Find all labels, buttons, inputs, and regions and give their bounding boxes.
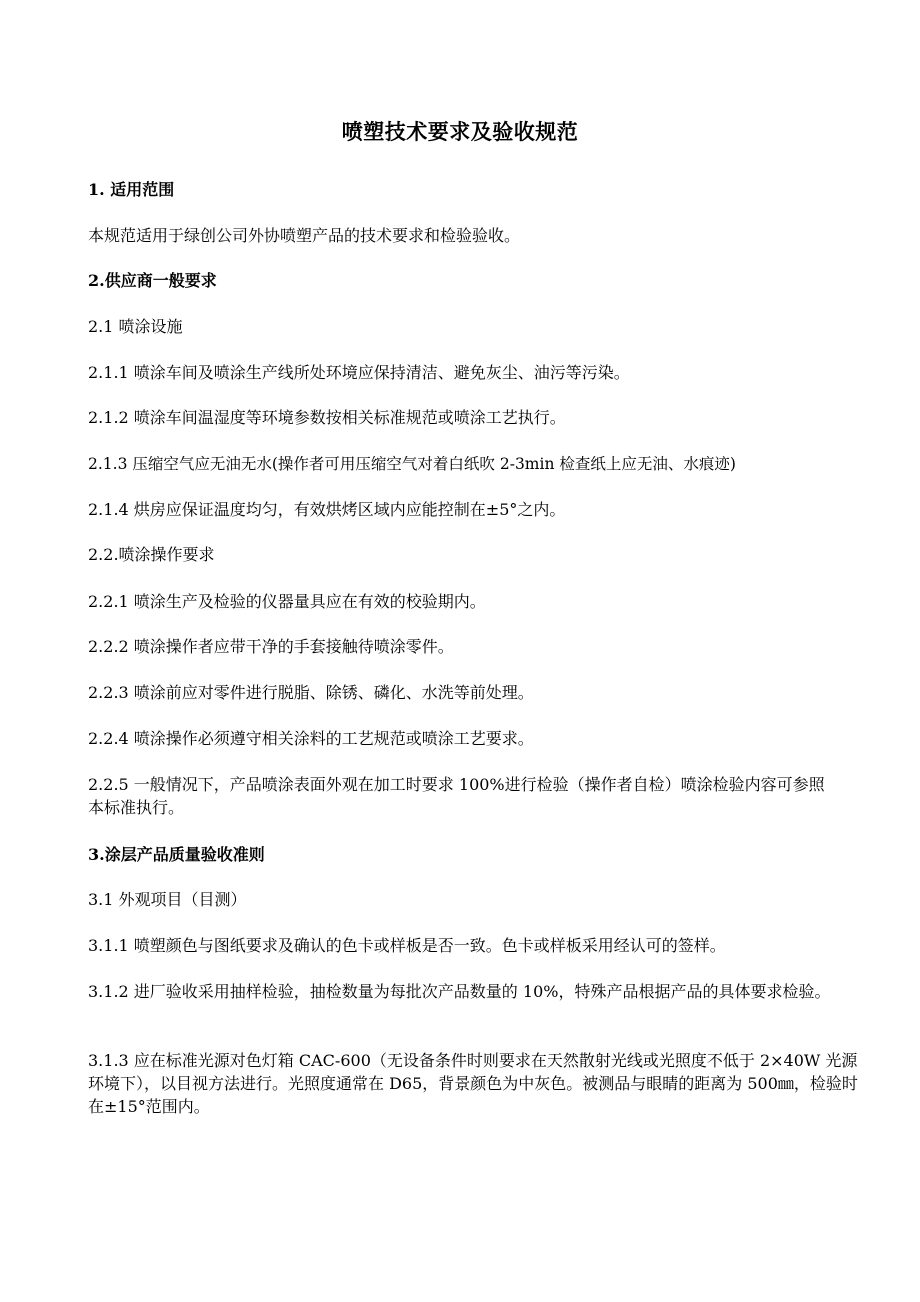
subsection-heading-operation: 2.2.喷涂操作要求 — [88, 545, 215, 564]
paragraph-2-1-2: 2.1.2 喷涂车间温湿度等环境参数按相关标准规范或喷涂工艺执行。 — [88, 408, 566, 427]
paragraph-3-1-2: 3.1.2 进厂验收采用抽样检验，抽检数量为每批次产品数量的 10%，特殊产品根据产品的具体要求检验。 — [88, 982, 831, 1001]
paragraph-3-1-3: 3.1.3 应在标准光源对色灯箱 CAC-600（无设备条件时则要求在天然散射光线或光照度不低于 2×40W 光源环境下），以目视方法进行。光照度通常在 D65，背景颜色为中灰色。被测品与眼睛的距离为 500㎜，检验时在±15°范围内。 — [88, 1051, 858, 1116]
section-heading-scope: 1. 适用范围 — [88, 180, 175, 199]
subsection-heading-appearance: 3.1 外观项目（目测） — [88, 890, 247, 909]
paragraph-2-2-5: 2.2.5 一般情况下，产品喷涂表面外观在加工时要求 100%进行检验（操作者自检）喷涂检验内容可参照本标准执行。 — [88, 775, 825, 817]
document-title: 喷塑技术要求及验收规范 — [341, 119, 579, 144]
paragraph-2-1-3: 2.1.3 压缩空气应无油无水(操作者可用压缩空气对着白纸吹 2-3min 检查纸上应无油、水痕迹) — [88, 455, 736, 473]
paragraph-2-2-2: 2.2.2 喷涂操作者应带干净的手套接触待喷涂零件。 — [88, 637, 454, 656]
paragraph-2-2-3: 2.2.3 喷涂前应对零件进行脱脂、除锈、磷化、水洗等前处理。 — [88, 683, 534, 702]
paragraph-scope: 本规范适用于绿创公司外协喷塑产品的技术要求和检验验收。 — [88, 226, 521, 245]
paragraph-2-2-1: 2.2.1 喷涂生产及检验的仪器量具应在有效的校验期内。 — [88, 592, 486, 611]
paragraph-2-2-4: 2.2.4 喷涂操作必须遵守相关涂料的工艺规范或喷涂工艺要求。 — [88, 729, 534, 748]
section-heading-acceptance: 3.涂层产品质量验收准则 — [88, 845, 265, 864]
subsection-heading-facilities: 2.1 喷涂设施 — [88, 317, 183, 336]
section-heading-supplier: 2.供应商一般要求 — [88, 271, 217, 290]
paragraph-2-1-4: 2.1.4 烘房应保证温度均匀，有效烘烤区域内应能控制在±5°之内。 — [88, 500, 566, 519]
paragraph-3-1-1: 3.1.1 喷塑颜色与图纸要求及确认的色卡或样板是否一致。色卡或样板采用经认可的签样。 — [88, 936, 726, 955]
paragraph-2-1-1: 2.1.1 喷涂车间及喷涂生产线所处环境应保持清洁、避免灰尘、油污等污染。 — [88, 363, 630, 382]
